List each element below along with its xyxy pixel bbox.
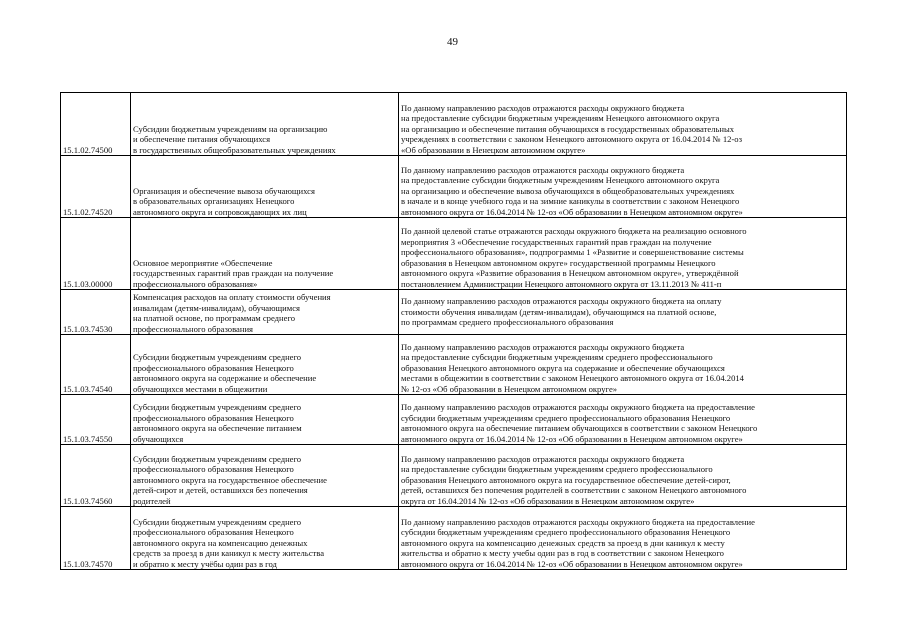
page-number: 49 (447, 36, 458, 48)
description-cell: По данному направлению расходов отражаются расходы окружного бюджета на предоставление субсидии бюджетным учреждениям среднего профессионального образования Ненецкого автономного округа на компенсацию денежных средств за проезд в дни каникул к месту жительства и обратно к месту учебы один раз в год в соответствии с законом Ненецкого автономного округа от 16.04.2014 № 12-оз «Об образовании в Ненецком автономном округе» (399, 507, 847, 570)
name-cell: Субсидии бюджетным учреждениям среднего профессионального образования Ненецкого автономного округа на компенсацию денежных средств за проезд в дни каникул к месту жительства и обратно к месту учёбы один раз в год (131, 507, 399, 570)
name-cell: Компенсация расходов на оплату стоимости обучения инвалидам (детям-инвалидам), обучающимся на платной основе, по программам среднего профессионального образования (131, 290, 399, 335)
code-cell: 15.1.03.74560 (61, 445, 131, 507)
table-row (61, 93, 847, 156)
table-row (61, 335, 847, 395)
description-cell: По данному направлению расходов отражаются расходы окружного бюджета на предоставление субсидии бюджетным учреждениям среднего профессионального образования Ненецкого автономного округа на обеспечение питанием обучающихся в соответствии с законом Ненецкого автономного округа от 16.04.2014 № 12-оз «Об образовании в Ненецком автономном округе» (399, 395, 847, 445)
table-row (61, 395, 847, 445)
table-row (61, 507, 847, 570)
code-cell: 15.1.03.74530 (61, 290, 131, 335)
name-cell: Организация и обеспечение вывоза обучающихся в образовательных организациях Ненецкого автономного округа и сопровождающих их лиц (131, 156, 399, 218)
table-row (61, 290, 847, 335)
table-row (61, 218, 847, 290)
code-cell: 15.1.03.74550 (61, 395, 131, 445)
code-cell: 15.1.03.00000 (61, 218, 131, 290)
name-cell: Основное мероприятие «Обеспечение государственных гарантий прав граждан на получение профессионального образования» (131, 218, 399, 290)
description-cell: По данному направлению расходов отражаются расходы окружного бюджета на предоставление субсидии бюджетным учреждениям среднего профессионального образования Ненецкого автономного округа на содержание и обеспечение обучающихся местами в общежитии в соответствии с законом Ненецкого автономного округа от 16.04.2014 № 12-оз «Об образовании в Ненецком автономном округе» (399, 335, 847, 395)
code-cell: 15.1.03.74570 (61, 507, 131, 570)
name-cell: Субсидии бюджетным учреждениям среднего профессионального образования Ненецкого автономного округа на содержание и обеспечение обучающихся местами в общежитии (131, 335, 399, 395)
code-cell: 15.1.02.74520 (61, 156, 131, 218)
description-cell: По данной целевой статье отражаются расходы окружного бюджета на реализацию основного мероприятия 3 «Обеспечение государственных гарантий прав граждан на получение профессионального образования», подпрограммы 1 «Развитие и совершенствование системы образования в Ненецком автономном округе» государственной программы Ненецкого автономного округа «Развитие образования в Ненецком автономном округе», утверждённой постановлением Администрации Ненецкого автономного округа от 13.11.2013 № 411-п (399, 218, 847, 290)
budget-classification-table (60, 92, 847, 570)
description-cell: По данному направлению расходов отражаются расходы окружного бюджета на предоставление субсидии бюджетным учреждениям Ненецкого автономного округа на организацию и обеспечение вывоза обучающихся в общеобразовательных учреждениях в начале и в конце учебного года и на зимние каникулы в соответствии с законом Ненецкого автономного округа от 16.04.2014 № 12-оз «Об образовании в Ненецком автономном округе» (399, 156, 847, 218)
name-cell: Субсидии бюджетным учреждениям среднего профессионального образования Ненецкого автономного округа на государственное обеспечение детей-сирот и детей, оставшихся без попечения родителей (131, 445, 399, 507)
table-row (61, 445, 847, 507)
code-cell: 15.1.02.74500 (61, 93, 131, 156)
name-cell: Субсидии бюджетным учреждениям на организацию и обеспечение питания обучающихся в государственных общеобразовательных учреждениях (131, 93, 399, 156)
code-cell: 15.1.03.74540 (61, 335, 131, 395)
table-row (61, 156, 847, 218)
description-cell: По данному направлению расходов отражаются расходы окружного бюджета на оплату стоимости обучения инвалидам (детям-инвалидам), обучающимся на платной основе, по программам среднего профессионального образования (399, 290, 847, 335)
description-cell: По данному направлению расходов отражаются расходы окружного бюджета на предоставление субсидии бюджетным учреждениям среднего профессионального образования Ненецкого автономного округа на государственное обеспечение детей-сирот, детей, оставшихся без попечения родителей в соответствии с законом Ненецкого автономного округа от 16.04.2014 № 12-оз «Об образовании в Ненецком автономном округе» (399, 445, 847, 507)
description-cell: По данному направлению расходов отражаются расходы окружного бюджета на предоставление субсидии бюджетным учреждениям Ненецкого автономного округа на организацию и обеспечение питания обучающихся в государственных образовательных учреждениях в соответствии с законом Ненецкого автономного округа от 16.04.2014 № 12-оз «Об образовании в Ненецком автономном округе» (399, 93, 847, 156)
name-cell: Субсидии бюджетным учреждениям среднего профессионального образования Ненецкого автономного округа на обеспечение питанием обучающихся (131, 395, 399, 445)
